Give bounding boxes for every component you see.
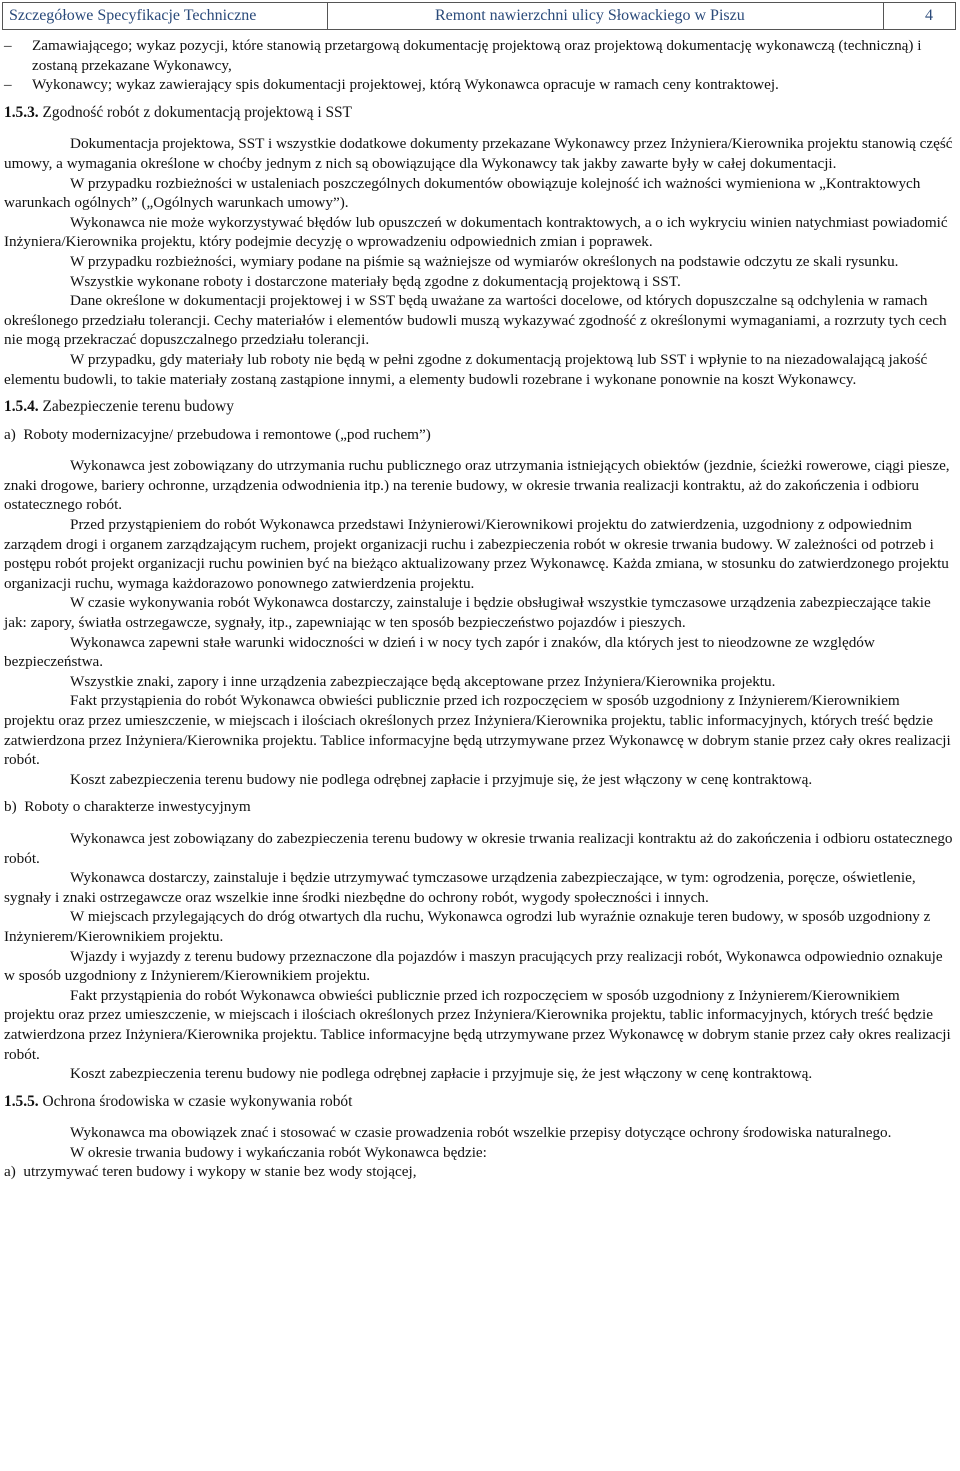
section-number: 1.5.4. — [4, 398, 39, 416]
header-project-title: Remont nawierzchni ulicy Słowackiego w Piszu — [435, 7, 745, 24]
list-item-text: Zamawiającego; wykaz pozycji, które stanowią przetargową dokumentację projektową oraz projektową dokumentację wykonawczą (techniczną) i zostaną przekazane Wykonawcy, — [32, 37, 922, 74]
section-number: 1.5.5. — [4, 1092, 39, 1110]
subsection-title: Roboty o charakterze inwestycyjnym — [24, 798, 251, 816]
paragraph: W przypadku rozbieżności, wymiary podane na piśmie są ważniejsze od wymiarów określonych na podstawie odczytu ze skali rysunku. — [70, 252, 899, 270]
subsection-heading-b — [4, 797, 954, 817]
paragraph: W miejscach przylegających do dróg otwartych dla ruchu, Wykonawca ogrodzi lub wyraźnie oznakuje teren budowy, w sposób uzgodniony z Inżynierem/Kierownikiem projektu. — [4, 908, 931, 945]
header-divider — [883, 3, 884, 29]
header-divider — [327, 3, 328, 29]
subsection-label: b) — [4, 798, 17, 816]
paragraph: Wykonawca jest zobowiązany do zabezpieczenia terenu budowy w okresie trwania realizacji kontraktu aż do zakończenia i odbioru ostatecznego robót. — [4, 829, 953, 867]
paragraph: W przypadku, gdy materiały lub roboty nie będą w pełni zgodne z dokumentacją projektową lub SST i wpłynie to na niezadowalającą jakość elementu budowli, to takie materiały zostaną zastąpione innymi, a elementy budowli rozebrane i wykonane ponownie na koszt Wykonawcy. — [4, 350, 928, 388]
paragraph: Przed przystąpieniem do robót Wykonawca przedstawi Inżynierowi/Kierownikowi projektu do zatwierdzenia, uzgodniony z odpowiednim zarządem drogi i organem zarządzającym ruchem, projekt organizacji ruchu i zabezpieczenia robót w okresie trwania budowy. W zależności od potrzeb i postępu robót projekt organizacji ruchu powinien być na bieżąco aktualizowany przez Wykonawcę. Każda zmiana, w stosunku do zatwierdzonego projektu organizacji ruchu, wymaga każdorazowo ponownego zatwierdzenia projektu. — [4, 516, 949, 592]
section-title: Zabezpieczenie terenu budowy — [42, 398, 234, 416]
dash-bullet: – — [4, 37, 12, 54]
header-document-title: Szczegółowe Specyfikacje Techniczne — [9, 7, 257, 24]
paragraph: Wszystkie znaki, zapory i inne urządzenia zabezpieczające będą akceptowane przez Inżyniera/Kierownika projektu. — [70, 672, 776, 690]
document-body — [4, 36, 954, 1182]
paragraph: Wykonawca dostarczy, zainstaluje i będzie utrzymywać tymczasowe urządzenia zabezpieczające, w tym: ogrodzenia, poręcze, oświetlenie, sygnały i znaki ostrzegawcze oraz wszelkie inne środki niezbędne do ochrony robót, wygody społeczności i innych. — [4, 869, 916, 906]
section-heading-1-5-4 — [4, 397, 954, 417]
list-item-text: Wykonawcy; wykaz zawierający spis dokumentacji projektowej, którą Wykonawca opracuje w ramach ceny kontraktowej. — [32, 76, 779, 94]
paragraph: Dane określone w dokumentacji projektowej i w SST będą uważane za wartości docelowe, od których dopuszczalne są odchylenia w ramach określonego przedziału tolerancji. Cechy materiałów i elementów budowli muszą wykazywać zgodność z określonymi wymaganiami, a rozrzuty tych cech nie mogą przekraczać dopuszczalnego przedziału tolerancji. — [4, 292, 947, 349]
paragraph: Fakt przystąpienia do robót Wykonawca obwieści publicznie przed ich rozpoczęciem w sposób uzgodniony z Inżynierem/Kierownikiem projektu oraz przez umieszczenie, w miejscach i ilościach określonych przez Inżyniera/Kierownika projektu, tablic informacyjnych, których treść będzie zatwierdzona przez Inżyniera/Kierownika projektu. Tablice informacyjne będą utrzymywane przez Wykonawcę w dobrym stanie przez cały okres realizacji robót. — [4, 692, 951, 769]
paragraph: W czasie wykonywania robót Wykonawca dostarczy, zainstaluje i będzie obsługiwał wszystkie tymczasowe urządzenia zabezpieczające takie jak: zapory, światła ostrzegawcze, sygnały, itp., zapewniając w ten sposób bezpieczeństwo pojazdów i pieszych. — [4, 594, 931, 632]
paragraph: Koszt zabezpieczenia terenu budowy nie podlega odrębnej zapłacie i przyjmuje się, że jest włączony w cenę kontraktową. — [70, 770, 813, 788]
section-number: 1.5.3. — [4, 103, 39, 121]
section-title: Ochrona środowiska w czasie wykonywania robót — [42, 1092, 353, 1110]
page-header — [2, 2, 956, 30]
paragraph: Fakt przystąpienia do robót Wykonawca obwieści publicznie przed ich rozpoczęciem w sposób uzgodniony z Inżynierem/Kierownikiem projektu oraz przez umieszczenie, w miejscach i ilościach określonych przez Inżyniera/Kierownika projektu, tablic informacyjnych, których treść będzie zatwierdzona przez Inżyniera/Kierownika projektu. Tablice informacyjne będą utrzymywane przez Wykonawcę w dobrym stanie przez cały okres realizacji robót. — [4, 986, 951, 1063]
paragraph: Koszt zabezpieczenia terenu budowy nie podlega odrębnej zapłacie i przyjmuje się, że jest włączony w cenę kontraktową. — [70, 1065, 813, 1083]
paragraph: W okresie trwania budowy i wykańczania robót Wykonawca będzie: — [70, 1143, 487, 1161]
list-item — [4, 75, 954, 95]
paragraph: Wykonawca zapewni stałe warunki widoczności w dzień i w nocy tych zapór i znaków, dla których jest to nieodzowne ze względów bezpieczeństwa. — [4, 633, 875, 671]
paragraph: W przypadku rozbieżności w ustaleniach poszczególnych dokumentów obowiązuje kolejność ich ważności wymieniona w „Kontraktowych warunkach ogólnych” („Ogólnych warunkach umowy”). — [4, 174, 921, 212]
list-item-text: utrzymywać teren budowy i wykopy w stanie bez wody stojącej, — [23, 1163, 417, 1181]
paragraph: Wykonawca ma obowiązek znać i stosować w czasie prowadzenia robót wszelkie przepisy dotyczące ochrony środowiska naturalnego. — [70, 1124, 892, 1142]
section-heading-1-5-5 — [4, 1092, 954, 1112]
paragraph: Wjazdy i wyjazdy z terenu budowy przeznaczone dla pojazdów i maszyn pracujących przy realizacji robót, Wykonawca odpowiednio oznakuje w sposób uzgodniony z Inżynierem/Kierownikiem projektu. — [4, 947, 943, 985]
list-item — [4, 36, 954, 75]
list-item-label: a) — [4, 1163, 16, 1181]
subsection-heading-a — [4, 425, 954, 445]
paragraph: Wszystkie wykonane roboty i dostarczone materiały będą zgodne z dokumentacją projektową i SST. — [70, 272, 681, 290]
dash-bullet: – — [4, 76, 12, 94]
section-title: Zgodność robót z dokumentacją projektową i SST — [42, 103, 352, 121]
subsection-title: Roboty modernizacyjne/ przebudowa i remontowe („pod ruchem”) — [23, 425, 431, 443]
subsection-label: a) — [4, 425, 16, 443]
paragraph: Wykonawca jest zobowiązany do utrzymania ruchu publicznego oraz utrzymania istniejących obiektów (jezdnie, ścieżki rowerowe, ciągi piesze, znaki drogowe, bariery ochronne, urządzenia odwodnienia itp.) na terenie budowy, w okresie trwania realizacji kontraktu, aż do zakończenia i odbioru ostatecznego robót. — [4, 457, 950, 514]
section-heading-1-5-3 — [4, 103, 954, 123]
paragraph: Wykonawca nie może wykorzystywać błędów lub opuszczeń w dokumentach kontraktowych, a o ich wykryciu winien natychmiast powiadomić Inżyniera/Kierownika projektu, który podejmie decyzję o wprowadzeniu odpowiednich zmian i poprawek. — [4, 213, 948, 251]
paragraph: Dokumentacja projektowa, SST i wszystkie dodatkowe dokumenty przekazane Wykonawcy przez Inżyniera/Kierownika projektu stanowią część umowy, a wymagania określone w choćby jednym z nich są obowiązujące dla Wykonawcy tak jakby zawarte były w całej dokumentacji. — [4, 135, 953, 172]
list-item — [4, 1162, 954, 1182]
header-page-number: 4 — [925, 7, 933, 24]
